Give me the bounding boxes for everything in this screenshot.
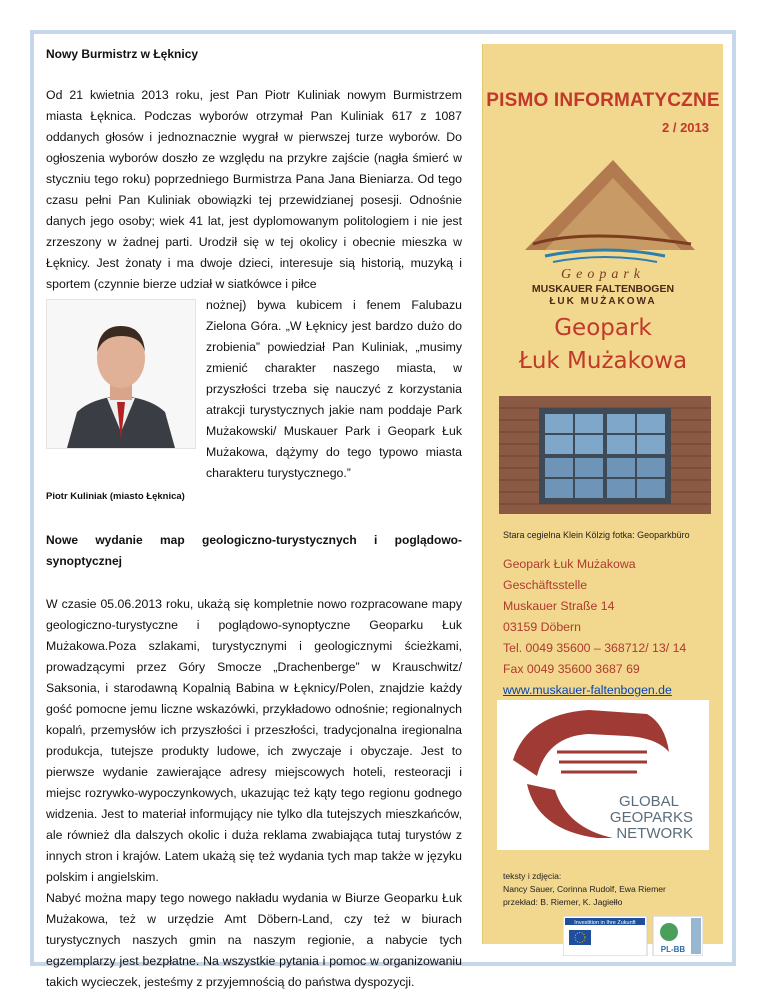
credits-line: przekład: B. Riemer, K. Jagiełło bbox=[503, 897, 623, 907]
article-1-heading: Nowy Burmistrz w Łęknicy bbox=[46, 47, 199, 61]
plbb-text: PL-BB bbox=[660, 945, 686, 954]
geopark-heading-line-2: Łuk Mużakowa bbox=[518, 348, 688, 374]
gg-text-network: NETWORK bbox=[616, 825, 693, 842]
article-1-paragraph-cont: nożnej) bywa kubicem i fenem Falubazu Zielona Góra. „W Łęknicy jest bardzo dużo do zrobienia” powiedział Pan Kuliniak, „musimy zmienić charakter naszego miasta, w przyszłości trzeba się nauczyć z korzystania atrakcji turystycznych jakie nam poddaje Park Mużakowski/ Muskauer Park i Geopark Łuk Mużakowa, dążymy do tego typowo miasta charakteru turystycznego.” bbox=[206, 298, 462, 480]
newsletter-title: PISMO INFORMATYCZNE bbox=[486, 90, 720, 111]
article-1-paragraph: Od 21 kwietnia 2013 roku, jest Pan Piotr Kuliniak nowym Burmistrzem miasta Łęknica. Podczas wyborów otrzymał Pan Kuliniak 617 z 1087 oddanych głosów i jednoznacznie wygrał w pierwszej turze wyborów. Do ogłoszenia wyborów doszło ze względu na przykre zajście (nagła śmierć w styczniu tego roku) poprzedniego Burmistrza Pana Jana Bieniarza. Od tego czasu pełni Pan Kuliniak obowiązki tej przewidzianej posesji. Odnośnie danych jego osoby; wiek 41 lat, jest dyplomowanym politologiem i nie jest zrzeszony w żadnej parti. Urodził się w tej okolicy i obecnie mieszka w Łęknicy. Jest żonaty i ma dwoje dzieci, interesuje sią historią, muzyką i sportem (czynnie bierze udział w siatkówce i piłce bbox=[46, 88, 462, 291]
website-link[interactable]: www.muskauer-faltenbogen.de bbox=[503, 683, 672, 697]
contact-line: 03159 Döbern bbox=[503, 620, 581, 634]
contact-block bbox=[503, 554, 718, 722]
portrait-image bbox=[47, 300, 195, 448]
geopark-logo bbox=[495, 140, 711, 308]
window-photo bbox=[499, 396, 711, 514]
contact-line: Fax 0049 35600 3687 69 bbox=[503, 662, 640, 676]
credits bbox=[503, 870, 666, 909]
issue-number: 2 / 2013 bbox=[662, 120, 709, 135]
contact-line: Geopark Łuk Mużakowa bbox=[503, 557, 636, 571]
logo-text-luk: ŁUK MUŻAKOWA bbox=[549, 296, 657, 307]
photo-row bbox=[46, 295, 462, 484]
contact-line: Muskauer Straße 14 bbox=[503, 599, 615, 613]
credits-line: Nancy Sauer, Corinna Rudolf, Ewa Riemer bbox=[503, 884, 666, 894]
credits-line: teksty i zdjęcia: bbox=[503, 871, 562, 881]
funding-logos bbox=[563, 916, 703, 956]
logo-text-muskauer: MUSKAUER FALTENBOGEN bbox=[531, 283, 675, 295]
geopark-heading-line-1: Geopark bbox=[554, 315, 652, 341]
geopark-heading bbox=[483, 312, 723, 378]
global-geoparks-network-logo bbox=[497, 700, 709, 850]
gg-text-global: GLOBAL bbox=[618, 793, 679, 810]
contact-line: Geschäftsstelle bbox=[503, 578, 588, 592]
sidebar bbox=[482, 44, 723, 954]
contact-line: Tel. 0049 35600 – 368712/ 13/ 14 bbox=[503, 641, 687, 655]
article-2-paragraph-2: Nabyć można mapy tego nowego nakładu wydania w Biurze Geoparku Łuk Mużakowa, też w urzędzie Amt Döbern-Land, czy też w biurach turystycznych naszych gmin na naszym regionie, a nabycie tych egzemplarzy jest bezpłatne. Na wszystkie pytania i pomoc w organizowaniu takich wycieczek, jesteśmy z przyjemnością do państwa dyspozycji. bbox=[46, 891, 462, 989]
article-2-paragraph-1: W czasie 05.06.2013 roku, ukażą się kompletnie nowo rozpracowane mapy geologiczno-turystyczne i poglądowo-synoptyczne Geoparku Łuk Mużakowa.Poza szlakami, turystycznymi i geologicznymi ścieżkami, prowadzącymi przez Góry Smocze „Drachenberge” w Krauschwitz/ Saksonia, i starodawną Kopalnią Babina w Łęknicy/Polen, znajdzie każdy gość pomocne jemu liczne wskazówki, przykładowo odnośnie; regionalnych kopalń, przemysłów ich przyszłości i przeszłości, tradycjonalna iregionalna produkcja, tutejsze produkty ludowe, ich zwyczaje i obyczaje. Jest to pierwsze wydanie zawierające adresy miejscowych hoteli, resteoracji i miejsc rozrywko-wypoczynkowych, ukazując też kąty tego regionu godnego widzenia. Jest to materiał informujący nie tylko dla tutejszych mieszkańców, ale również dla dalszych okolic i duża reklama zwabiająca tutaj turystów z innych stron i krajów. Latem ukażą się też wydania tych map także w języku polskim i angielskim. bbox=[46, 597, 462, 884]
mayor-photo bbox=[46, 299, 196, 449]
logo-text-geopark: Geopark bbox=[561, 267, 645, 282]
gg-text-geoparks: GEOPARKS bbox=[609, 809, 693, 826]
eu-text: Investition in Ihre Zukunft bbox=[574, 920, 636, 926]
article-2-heading: Nowe wydanie map geologiczno-turystycznych i poglądowo-synoptycznej bbox=[46, 533, 462, 568]
main-column bbox=[46, 44, 462, 993]
window-photo-caption: Stara cegielna Klein Kölzig fotka: Geoparkbüro bbox=[503, 530, 690, 540]
photo-caption: Piotr Kuliniak (miasto Łęknica) bbox=[46, 491, 185, 502]
